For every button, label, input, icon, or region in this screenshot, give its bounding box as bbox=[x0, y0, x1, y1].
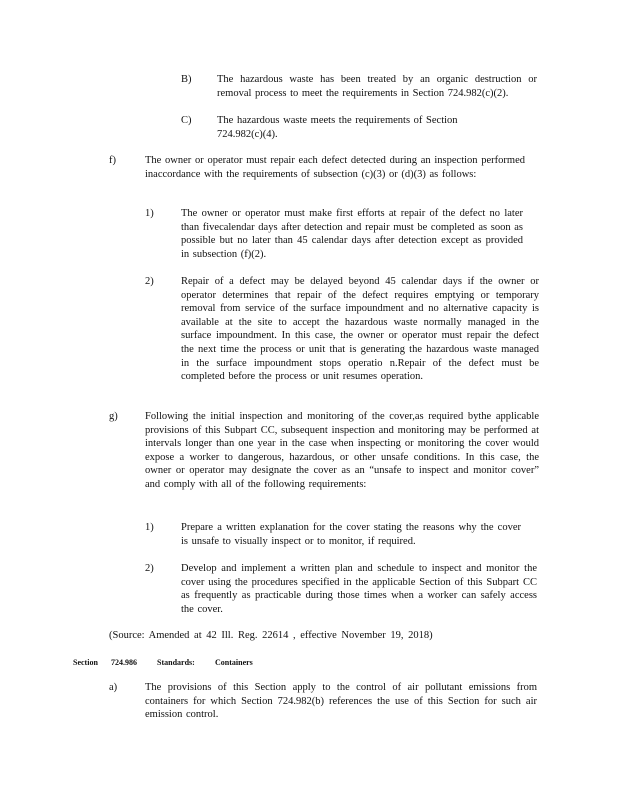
item-label-c: C) bbox=[181, 115, 192, 126]
section-heading-title-2: Containers bbox=[215, 658, 253, 667]
item-text-a: The provisions of this Section apply to the control of air pollutant emissions from containers for which Section 724.982(b) references the use of this Section for such air emission control. bbox=[145, 682, 537, 721]
item-label-g: g) bbox=[109, 411, 118, 422]
section-heading-number: 724.986 bbox=[111, 658, 137, 667]
item-text-g1: Prepare a written explanation for the cover stating the reasons why the cover is unsafe to visually inspect or to monitor, if required. bbox=[181, 522, 521, 547]
item-label-g1: 1) bbox=[145, 522, 154, 533]
item-label-f: f) bbox=[109, 155, 116, 166]
item-text-f1: The owner or operator must make first efforts at repair of the defect no later than fivecalendar days after detection and repair must be completed as soon as possible but no later than 45 calendar days after detection except as provided in subsection (f)(2). bbox=[181, 208, 523, 260]
section-heading bbox=[0, 658, 618, 670]
item-text-g2: Develop and implement a written plan and schedule to inspect and monitor the cover using the procedures specified in the applicable Section of this Subpart CC as frequently as practicable during those times when a worker can safely access the cover. bbox=[181, 563, 537, 615]
item-label-a: a) bbox=[109, 682, 118, 693]
section-heading-title-1: Standards: bbox=[157, 658, 195, 667]
item-text-f2: Repair of a defect may be delayed beyond 45 calendar days if the owner or operator determines that repair of the defect requires emptying or temporary removal from service of the surface impoundment and no alternative capacity is available at the site to accept the hazardous waste normally managed in the surface impoundment. In this case, the owner or operator must repair the defect the next time the process or unit that is generating the hazardous waste managed in the surface impoundment stops operatio n.Repair of the defect must be completed before the process or unit resumes operation. bbox=[181, 276, 539, 383]
item-text-g: Following the initial inspection and monitoring of the cover,as required bythe applicable provisions of this Subpart CC, subsequent inspection and monitoring may be performed at intervals longer than one year in the case when inspecting or monitoring the cover would expose a worker to dangerous, hazardous, or other unsafe conditions. In this case, the owner or operator may designate the cover as an “unsafe to inspect and monitor cover” and comply with all of the following requirements: bbox=[145, 411, 539, 490]
section-heading-word: Section bbox=[73, 658, 98, 667]
source-note: (Source: Amended at 42 Ill. Reg. 22614 , effective November 19, 2018) bbox=[109, 630, 433, 641]
item-label-f2: 2) bbox=[145, 276, 154, 287]
item-label-b: B) bbox=[181, 74, 192, 85]
item-label-g2: 2) bbox=[145, 563, 154, 574]
item-text-c: The hazardous waste meets the requirements of Section 724.982(c)(4). bbox=[217, 115, 458, 140]
item-label-f1: 1) bbox=[145, 208, 154, 219]
item-text-f: The owner or operator must repair each defect detected during an inspection performed inaccordance with the requirements of subsection (c)(3) or (d)(3) as follows: bbox=[145, 155, 525, 180]
item-text-b: The hazardous waste has been treated by an organic destruction or removal process to meet the requirements in Section 724.982(c)(2). bbox=[217, 74, 537, 99]
